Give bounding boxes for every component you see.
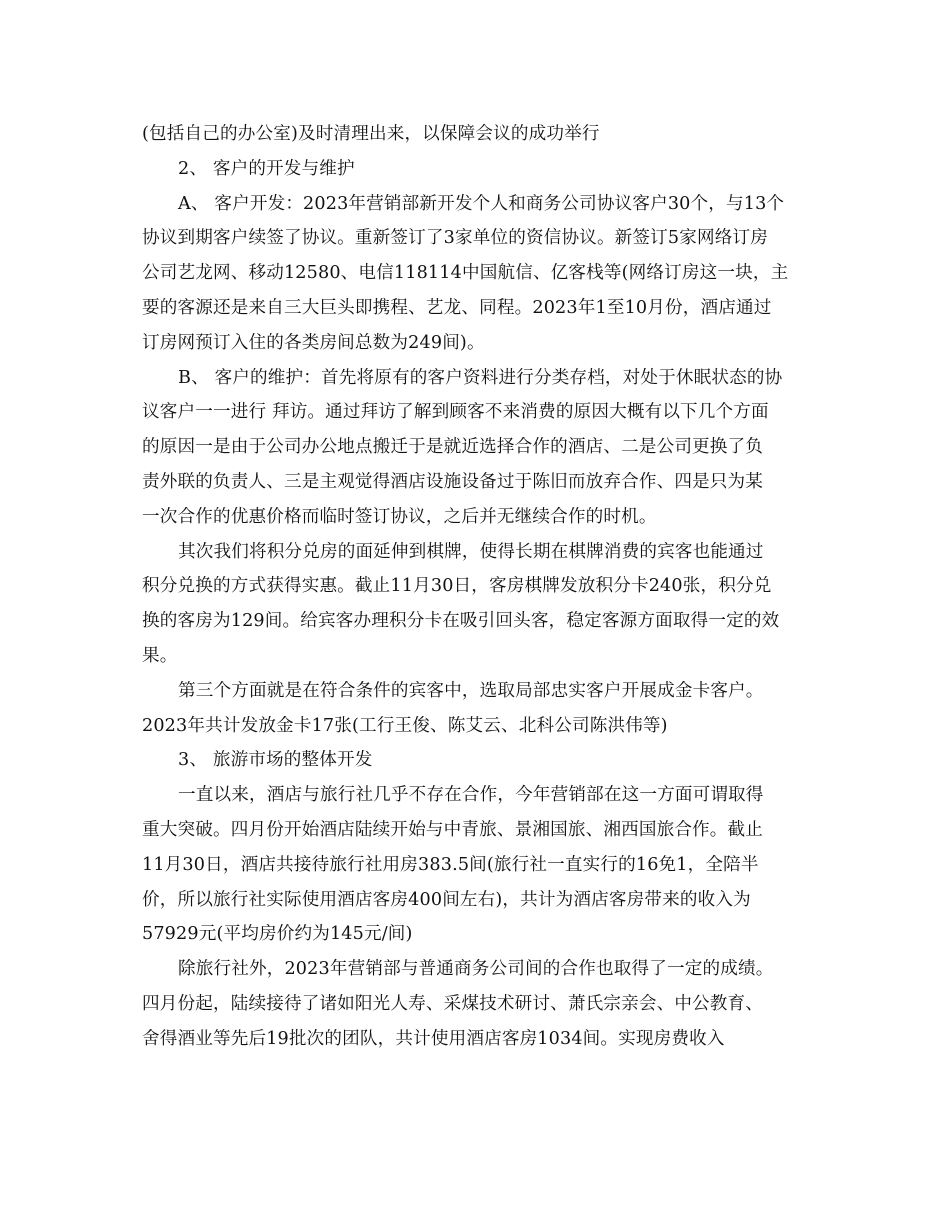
text-line: 舍得酒业等先后19批次的团队，共计使用酒店客房1034间。实现房费收入: [142, 1028, 725, 1049]
text-line: A、 客户开发：2023年营销部新开发个人和商务公司协议客户30个，与13个: [178, 193, 785, 214]
section-heading: 3、 旅游市场的整体开发: [178, 750, 373, 771]
text-line: 四月份起，陆续接待了诸如阳光人寿、采煤技术研讨、萧氏宗亲会、中公教育、: [142, 993, 764, 1014]
text-line: 其次我们将积分兑房的面延伸到棋牌，使得长期在棋牌消费的宾客也能通过: [178, 541, 764, 562]
text-line: 要的客源还是来自三大巨头即携程、艺龙、同程。2023年1至10月份，酒店通过: [142, 297, 772, 318]
text-line: 责外联的负责人、三是主观觉得酒店设施设备过于陈旧而放弃合作、四是只为某: [142, 471, 764, 492]
text-line: 一直以来，酒店与旅行社几乎不存在合作，今年营销部在这一方面可谓取得: [178, 785, 764, 806]
text-line: B、 客户的维护：首先将原有的客户资料进行分类存档，对处于休眠状态的协: [178, 367, 783, 388]
document-body: [142, 117, 814, 1057]
text-line: 第三个方面就是在符合条件的宾客中，选取局部忠实客户开展成金卡客户。: [178, 680, 764, 701]
text-line: 57929元(平均房价约为145元/间): [142, 924, 413, 945]
text-line: 一次合作的优惠价格而临时签订协议，之后并无继续合作的时机。: [142, 506, 657, 527]
text-line: 订房网预订入住的各类房间总数为249间)。: [142, 332, 485, 353]
text-line: 换的客房为129间。给宾客办理积分卡在吸引回头客，稳定客源方面取得一定的效: [142, 611, 780, 632]
text-line: 公司艺龙网、移动12580、电信118114中国航信、亿客栈等(网络订房这一块，主: [142, 263, 789, 284]
text-line: 的原因一是由于公司办公地点搬迁于是就近选择合作的酒店、二是公司更换了负: [142, 437, 764, 458]
text-line: 除旅行社外，2023年营销部与普通商务公司间的合作也取得了一定的成绩。: [178, 959, 774, 980]
section-heading: 2、 客户的开发与维护: [178, 158, 355, 179]
text-line: 2023年共计发放金卡17张(工行王俊、陈艾云、北科公司陈洪伟等): [142, 715, 668, 736]
text-line: 重大突破。四月份开始酒店陆续开始与中青旅、景湘国旅、湘西国旅合作。截止: [142, 819, 764, 840]
text-line: 协议到期客户续签了协议。重新签订了3家单位的资信协议。新签订5家网络订房: [142, 228, 768, 249]
text-line: 积分兑换的方式获得实惠。截止11月30日，客房棋牌发放积分卡240张，积分兑: [142, 576, 772, 597]
text-line: 议客户一一进行 拜访。通过拜访了解到顾客不来消费的原因大概有以下几个方面: [142, 402, 769, 423]
text-line: (包括自己的办公室)及时清理出来，以保障会议的成功举行: [142, 124, 600, 144]
text-line: 价，所以旅行社实际使用酒店客房400间左右)，共计为酒店客房带来的收入为: [142, 889, 751, 910]
text-line: 果。: [142, 645, 178, 666]
text-line: 11月30日，酒店共接待旅行社用房383.5间(旅行社一直实行的16免1，全陪半: [142, 854, 759, 875]
